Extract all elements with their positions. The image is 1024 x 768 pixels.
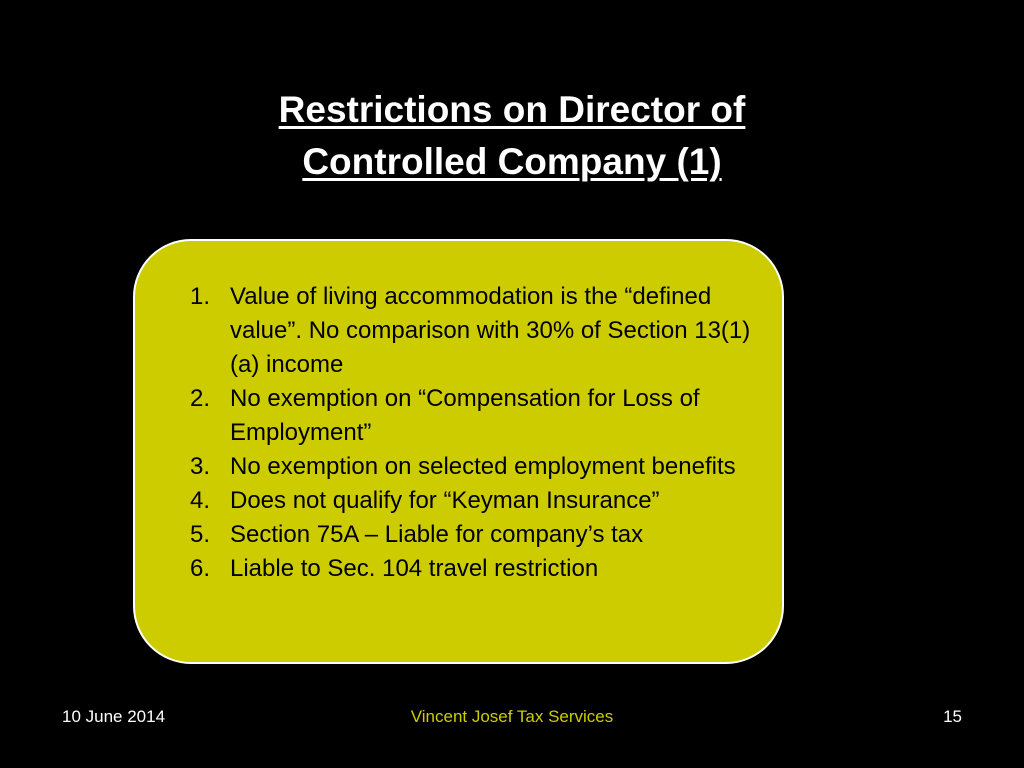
list-item <box>190 518 770 552</box>
list-item <box>190 450 770 484</box>
footer-date: 10 June 2014 <box>62 707 166 726</box>
slide-title <box>0 84 1024 188</box>
footer-company: Vincent Josef Tax Services <box>410 707 614 726</box>
list-item-text: Liable to Sec. 104 travel restriction <box>230 555 599 582</box>
list-item <box>190 280 770 382</box>
list-item-number: 3. <box>190 453 211 480</box>
list-item-text: Does not qualify for “Keyman Insurance” <box>230 487 660 514</box>
footer-page-number: 15 <box>943 707 962 726</box>
list-item-number: 6. <box>190 555 211 582</box>
list-item-number: 1. <box>190 283 211 310</box>
list-item-number: 2. <box>190 385 211 412</box>
list-item <box>190 484 770 518</box>
list-item-text: Section 75A – Liable for company’s tax <box>230 521 644 548</box>
list-item-text: No exemption on selected employment benefits <box>230 453 736 480</box>
slide-title-line-1: Restrictions on Director of <box>278 89 746 130</box>
list-item-number: 5. <box>190 521 211 548</box>
list-item <box>190 552 770 586</box>
slide-title-line-2: Controlled Company (1) <box>302 141 722 182</box>
restrictions-list <box>190 280 770 586</box>
list-item-text: Value of living accommodation is the “defined value”. No comparison with 30% of Section 13(1)(a) income <box>230 283 751 378</box>
list-item-text: No exemption on “Compensation for Loss of Employment” <box>230 385 700 446</box>
list-item <box>190 382 770 450</box>
list-item-number: 4. <box>190 487 211 514</box>
